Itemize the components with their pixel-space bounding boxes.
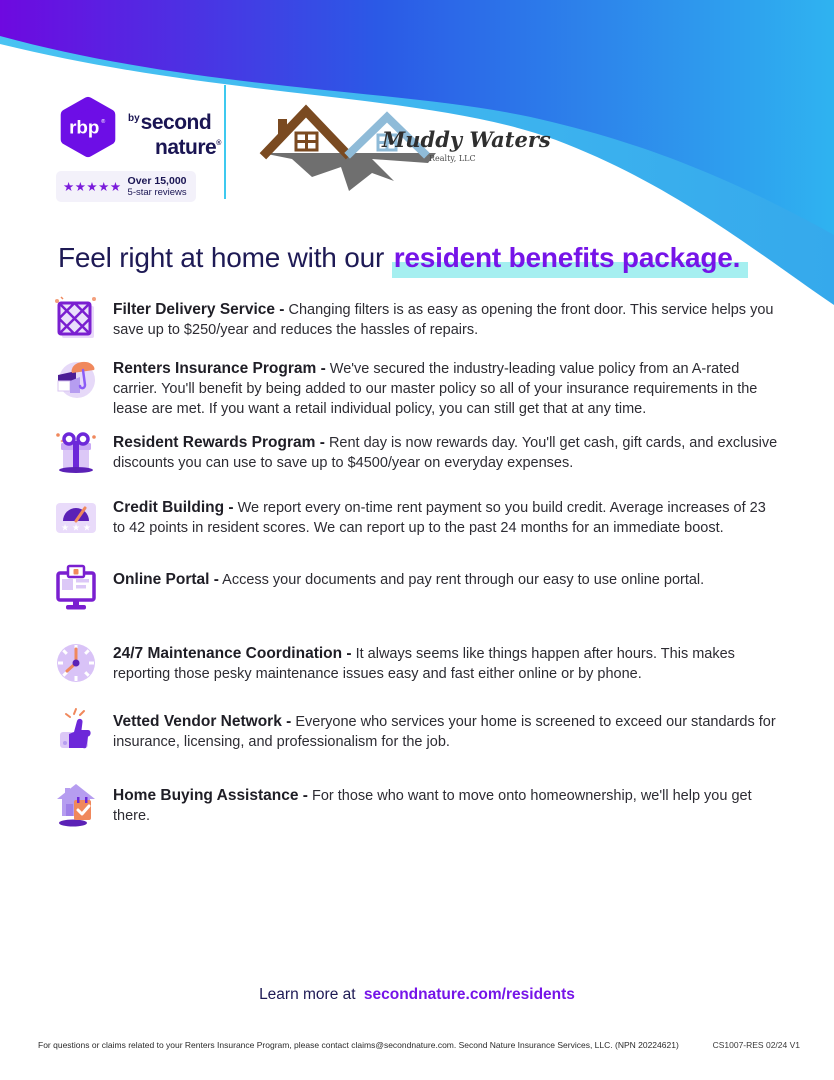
reviews-count: Over 15,000 bbox=[127, 175, 187, 187]
benefit-vetted-vendor bbox=[52, 712, 778, 754]
logo-divider bbox=[224, 85, 226, 199]
wordmark-second: second bbox=[140, 111, 212, 134]
renters-insurance-icon bbox=[52, 353, 100, 401]
rbp-logo-icon bbox=[56, 93, 120, 161]
page-title bbox=[58, 242, 776, 274]
brush-stroke-shape bbox=[262, 153, 436, 191]
benefit-description: For those who want to move onto homeownership, we'll help you get there. bbox=[113, 788, 752, 824]
learn-more-prefix: Learn more at bbox=[259, 986, 356, 1003]
reviews-label: 5-star reviews bbox=[127, 187, 187, 198]
benefits-list bbox=[52, 300, 778, 828]
muddy-waters-logo-graphic bbox=[254, 95, 551, 197]
benefit-renters-insurance bbox=[52, 359, 778, 419]
benefit-title: Vetted Vendor Network - bbox=[113, 713, 292, 730]
svg-text:★ ★ ★: ★ ★ ★ bbox=[61, 523, 91, 534]
benefit-online-portal bbox=[52, 570, 778, 612]
benefit-title: Renters Insurance Program - bbox=[113, 360, 326, 377]
benefit-title: Home Buying Assistance - bbox=[113, 787, 308, 804]
benefit-description: It always seems like things happen after hours. This makes reporting those pesky maintenance issues easy and fast either online or by phone. bbox=[113, 646, 735, 682]
benefit-title: Online Portal - bbox=[113, 571, 219, 588]
benefit-description: We report every on-time rent payment so you build credit. Average increases of 23 to 42 points in resident scores. We can report up to the past 24 months for an immediate boost. bbox=[113, 500, 766, 536]
benefit-title: Filter Delivery Service - bbox=[113, 301, 285, 318]
learn-more-link[interactable]: secondnature.com/residents bbox=[363, 986, 575, 1003]
partner-name-text: Muddy Waters bbox=[382, 127, 551, 152]
benefit-title: Resident Rewards Program - bbox=[113, 434, 325, 451]
home-buying-icon bbox=[52, 780, 100, 828]
benefit-credit-building bbox=[52, 498, 778, 540]
reviews-badge bbox=[56, 171, 196, 202]
second-nature-wordmark bbox=[128, 109, 221, 157]
rbp-lockup-column bbox=[56, 93, 221, 202]
credit-building-icon bbox=[52, 492, 100, 540]
wordmark-nature: nature bbox=[155, 136, 217, 159]
five-star-icons: ★★★★★ bbox=[63, 180, 122, 194]
learn-more-line bbox=[0, 986, 834, 1004]
vetted-vendor-icon bbox=[52, 706, 100, 754]
benefit-home-buying bbox=[52, 786, 778, 828]
benefit-description: Everyone who services your home is screened to exceed our standards for insurance, licensing, and professionalism for the job. bbox=[113, 714, 776, 750]
wordmark-reg-mark: ® bbox=[216, 140, 221, 147]
headline-highlight: resident benefits package. bbox=[392, 242, 748, 278]
benefit-description: Changing filters is as easy as opening the front door. This service helps you save up to $250/year and reduces the hassles of repairs. bbox=[113, 302, 774, 338]
rbp-by-second-nature-logo bbox=[56, 93, 221, 161]
resident-rewards-icon bbox=[52, 427, 100, 475]
wordmark-by: by bbox=[128, 113, 140, 124]
online-portal-icon bbox=[52, 564, 100, 612]
benefit-title: 24/7 Maintenance Coordination - bbox=[113, 645, 352, 662]
benefit-resident-rewards bbox=[52, 433, 778, 475]
filter-delivery-icon bbox=[52, 294, 100, 342]
insurance-disclaimer: For questions or claims related to your Renters Insurance Program, please contact claims@secondnature.com. Second Nature Insurance Services, LLC. (NPN 20224621) bbox=[38, 1040, 679, 1050]
rbp-reg-mark: ® bbox=[101, 119, 106, 126]
benefit-maintenance bbox=[52, 644, 778, 686]
brand-header bbox=[0, 0, 834, 202]
benefit-description: Rent day is now rewards day. You'll get cash, gift cards, and exclusive discounts you can use to save up to $4500/year on everyday expenses. bbox=[113, 435, 778, 471]
muddy-waters-realty-logo bbox=[254, 95, 551, 202]
headline-prefix: Feel right at home with our bbox=[58, 242, 385, 273]
fine-print bbox=[38, 1040, 800, 1050]
maintenance-icon bbox=[52, 638, 100, 686]
benefit-description: We've secured the industry-leading value policy from an A-rated carrier. You'll benefit by being added to our master policy so all of your insurance requirements in the lease are met. If you want a retail individual policy, you can still get that at any time. bbox=[113, 361, 758, 417]
benefit-title: Credit Building - bbox=[113, 499, 234, 516]
partner-subtitle-text: Realty, LLC bbox=[429, 154, 476, 163]
document-code: CS1007-RES 02/24 V1 bbox=[712, 1040, 800, 1050]
rbp-logo-text: rbp bbox=[69, 116, 100, 138]
benefit-filter-delivery bbox=[52, 300, 778, 342]
benefit-description: Access your documents and pay rent through our easy to use online portal. bbox=[222, 572, 705, 588]
